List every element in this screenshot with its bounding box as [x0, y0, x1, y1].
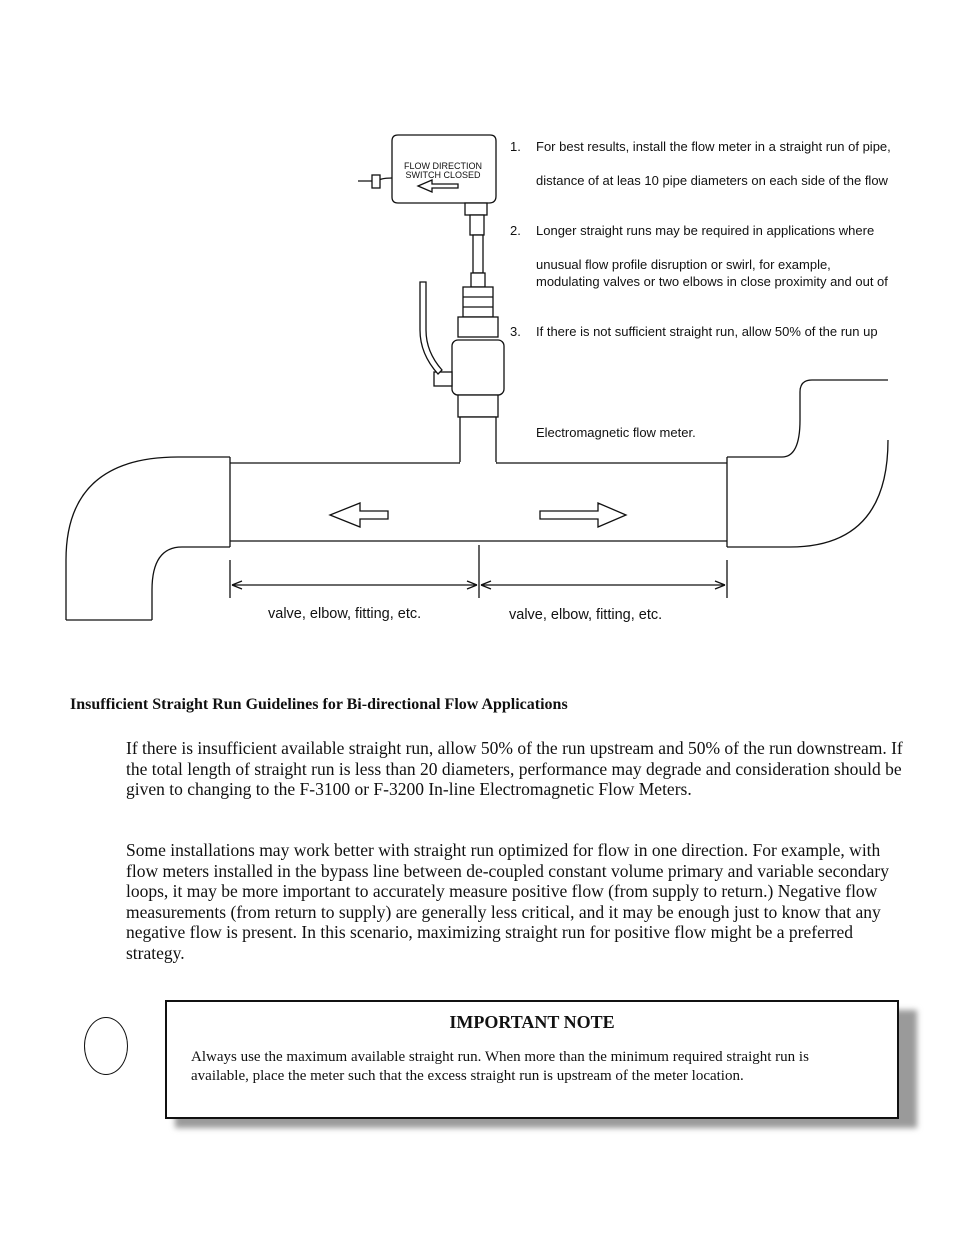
- stem-lower-fitting: [471, 273, 485, 287]
- cable-gland: [372, 175, 380, 188]
- weld-fitting: [460, 417, 496, 463]
- important-note-box: [165, 1000, 899, 1119]
- paragraph-straight-run: If there is insufficient available straight run, allow 50% of the run upstream and 50% of the run downstream. If the total length of straight run is less than 20 diameters, performance may degrade and consideration should be given to changing to the F-3100 or F-3200 In-line Electromagnetic Flow Meters.: [126, 738, 903, 800]
- note-2-line2: unusual flow profile disruption or swirl, for example,: [536, 257, 831, 272]
- left-dimension-label: valve, elbow, fitting, etc.: [268, 606, 422, 622]
- fitting-hex: [458, 317, 498, 337]
- note-1-number: 1.: [510, 139, 521, 154]
- left-flow-arrow-icon: [330, 503, 388, 527]
- switch-label-line1: FLOW DIRECTION: [404, 161, 482, 171]
- right-flow-arrow-icon: [540, 503, 626, 527]
- note-2-line3: modulating valves or two elbows in close proximity and out of: [536, 274, 888, 289]
- note-3-number: 3.: [510, 324, 521, 339]
- ball-valve-stem: [434, 372, 452, 386]
- flow-switch-collar: [465, 203, 487, 215]
- paragraph-one-direction: Some installations may work better with straight run optimized for flow in one direction. For example, with flow meters installed in the bypass line between de-coupled constant volume primary and variable secondary loops, it may be more important to accurately measure positive flow (from supply to return.) Negative flow measurements (from return to supply) are generally less critical, and it may be enough just to know that any negative flow is present. In this scenario, maximizing straight run for positive flow might be a preferred strategy.: [126, 840, 889, 963]
- stem-upper-fitting: [470, 215, 484, 235]
- ball-valve-handle: [420, 282, 442, 374]
- ball-valve-body: [452, 340, 504, 395]
- note-2-number: 2.: [510, 223, 521, 238]
- compression-nut: [463, 287, 493, 317]
- switch-label-line2: SWITCH CLOSED: [405, 170, 481, 180]
- right-elbow: [727, 380, 888, 547]
- section-heading: Insufficient Straight Run Guidelines for Bi-directional Flow Applications: [70, 696, 568, 713]
- note-2-line1: Longer straight runs may be required in applications where: [536, 223, 875, 238]
- note-marker-icon: [84, 1017, 128, 1075]
- note-3-line1: If there is not sufficient straight run, allow 50% of the run up: [536, 324, 878, 339]
- note-1-line1: For best results, install the flow meter in a straight run of pipe,: [536, 139, 891, 154]
- important-note-title: IMPORTANT NOTE: [449, 1012, 615, 1032]
- stem-rod: [473, 235, 483, 273]
- right-dimension-label: valve, elbow, fitting, etc.: [509, 607, 663, 623]
- lower-hex: [458, 395, 498, 417]
- note-1-line2: distance of at leas 10 pipe diameters on each side of the flow: [536, 173, 888, 188]
- important-note-body: Always use the maximum available straight run. When more than the minimum required straight run is available, place the meter such that the excess straight run is upstream of the meter location.: [191, 1049, 809, 1084]
- meter-caption: Electromagnetic flow meter.: [536, 425, 696, 440]
- left-elbow: [66, 457, 230, 620]
